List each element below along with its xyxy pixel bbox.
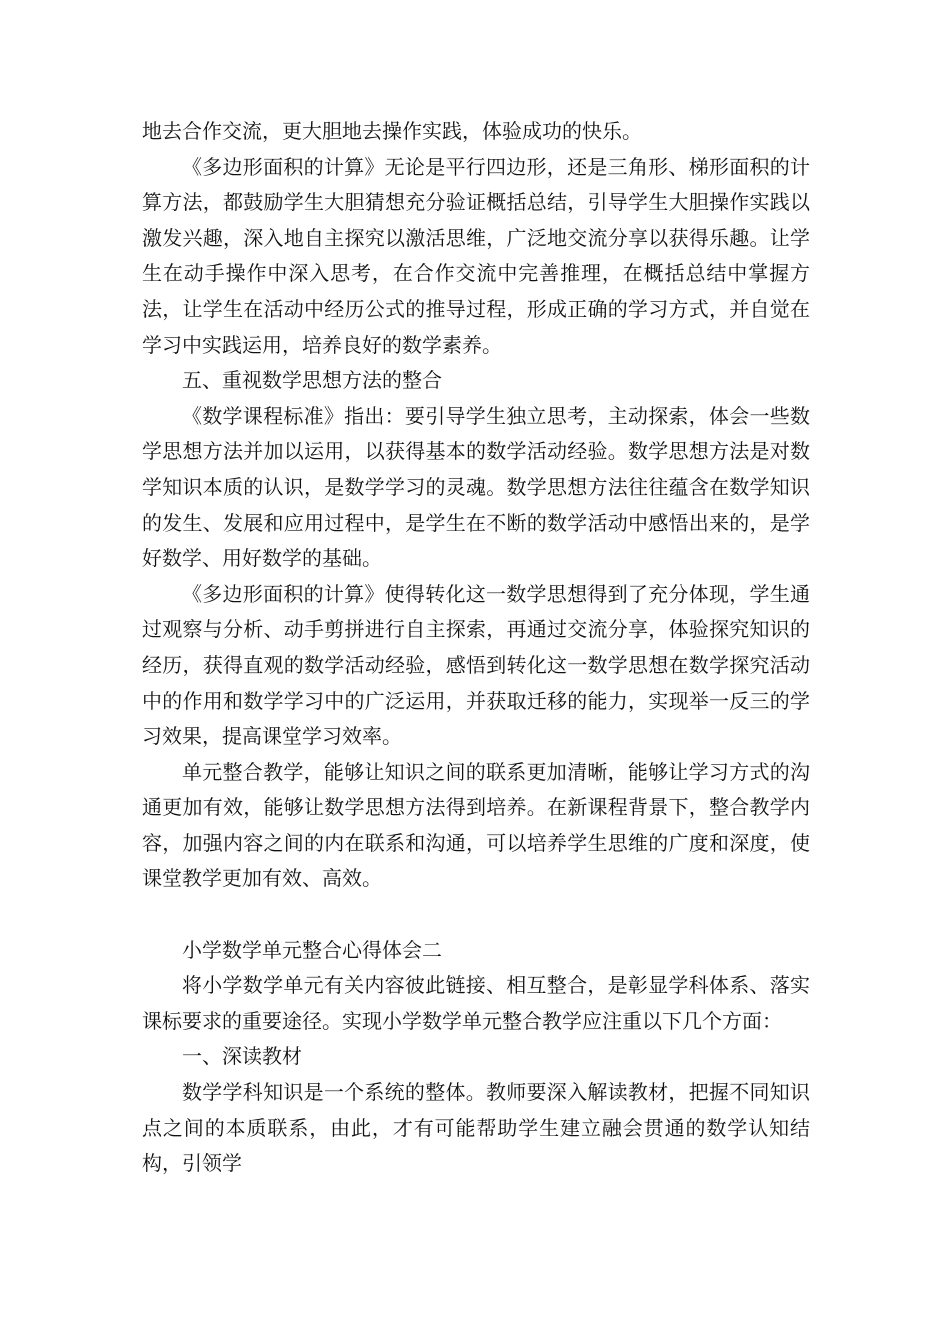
document-body xyxy=(142,114,810,1182)
paragraph-transformation-idea: 《多边形面积的计算》使得转化这一数学思想得到了充分体现，学生通过观察与分析、动手剪拼进行自主探索，再通过交流分享，体验探究知识的经历，获得直观的数学活动经验，感悟到转化这一数学思想在数学探究活动中的作用和数学学习中的广泛运用，并获取迁移的能力，实现举一反三的学习效果，提高课堂学习效率。 xyxy=(142,581,810,749)
section-heading-five: 五、重视数学思想方法的整合 xyxy=(182,368,442,393)
paragraph-intro-two: 将小学数学单元有关内容彼此链接、相互整合，是彰显学科体系、落实课标要求的重要途径。实现小学数学单元整合教学应注重以下几个方面： xyxy=(142,973,810,1033)
paragraph-unit-integration-summary: 单元整合教学，能够让知识之间的联系更加清晰，能够让学习方式的沟通更加有效，能够让数学思想方法得到培养。在新课程背景下，整合教学内容，加强内容之间的内在联系和沟通，可以培养学生思维的广度和深度，使课堂教学更加有效、高效。 xyxy=(142,759,810,891)
paragraph-read-textbook: 数学学科知识是一个系统的整体。教师要深入解读教材，把握不同知识点之间的本质联系，由此，才有可能帮助学生建立融会贯通的数学认知结构，引领学 xyxy=(142,1080,810,1176)
blank-line xyxy=(142,897,810,933)
article-title-two: 小学数学单元整合心得体会二 xyxy=(182,937,442,962)
paragraph-polygon-area-methods: 《多边形面积的计算》无论是平行四边形，还是三角形、梯形面积的计算方法，都鼓励学生大胆猜想充分验证概括总结，引导学生大胆操作实践以激发兴趣，深入地自主探究以激活思维，广泛地交流分享以获得乐趣。让学生在动手操作中深入思考，在合作交流中完善推理，在概括总结中掌握方法，让学生在活动中经历公式的推导过程，形成正确的学习方式，并自觉在学习中实践运用，培养良好的数学素养。 xyxy=(142,154,810,357)
paragraph-curriculum-standard: 《数学课程标准》指出：要引导学生独立思考，主动探索，体会一些数学思想方法并加以运用，以获得基本的数学活动经验。数学思想方法是对数学知识本质的认识，是数学学习的灵魂。数学思想方法往往蕴含在数学知识的发生、发展和应用过程中，是学生在不断的数学活动中感悟出来的，是学好数学、用好数学的基础。 xyxy=(142,403,810,571)
paragraph-continuation: 地去合作交流，更大胆地去操作实践，体验成功的快乐。 xyxy=(142,119,642,143)
section-heading-one: 一、深读教材 xyxy=(182,1044,302,1069)
